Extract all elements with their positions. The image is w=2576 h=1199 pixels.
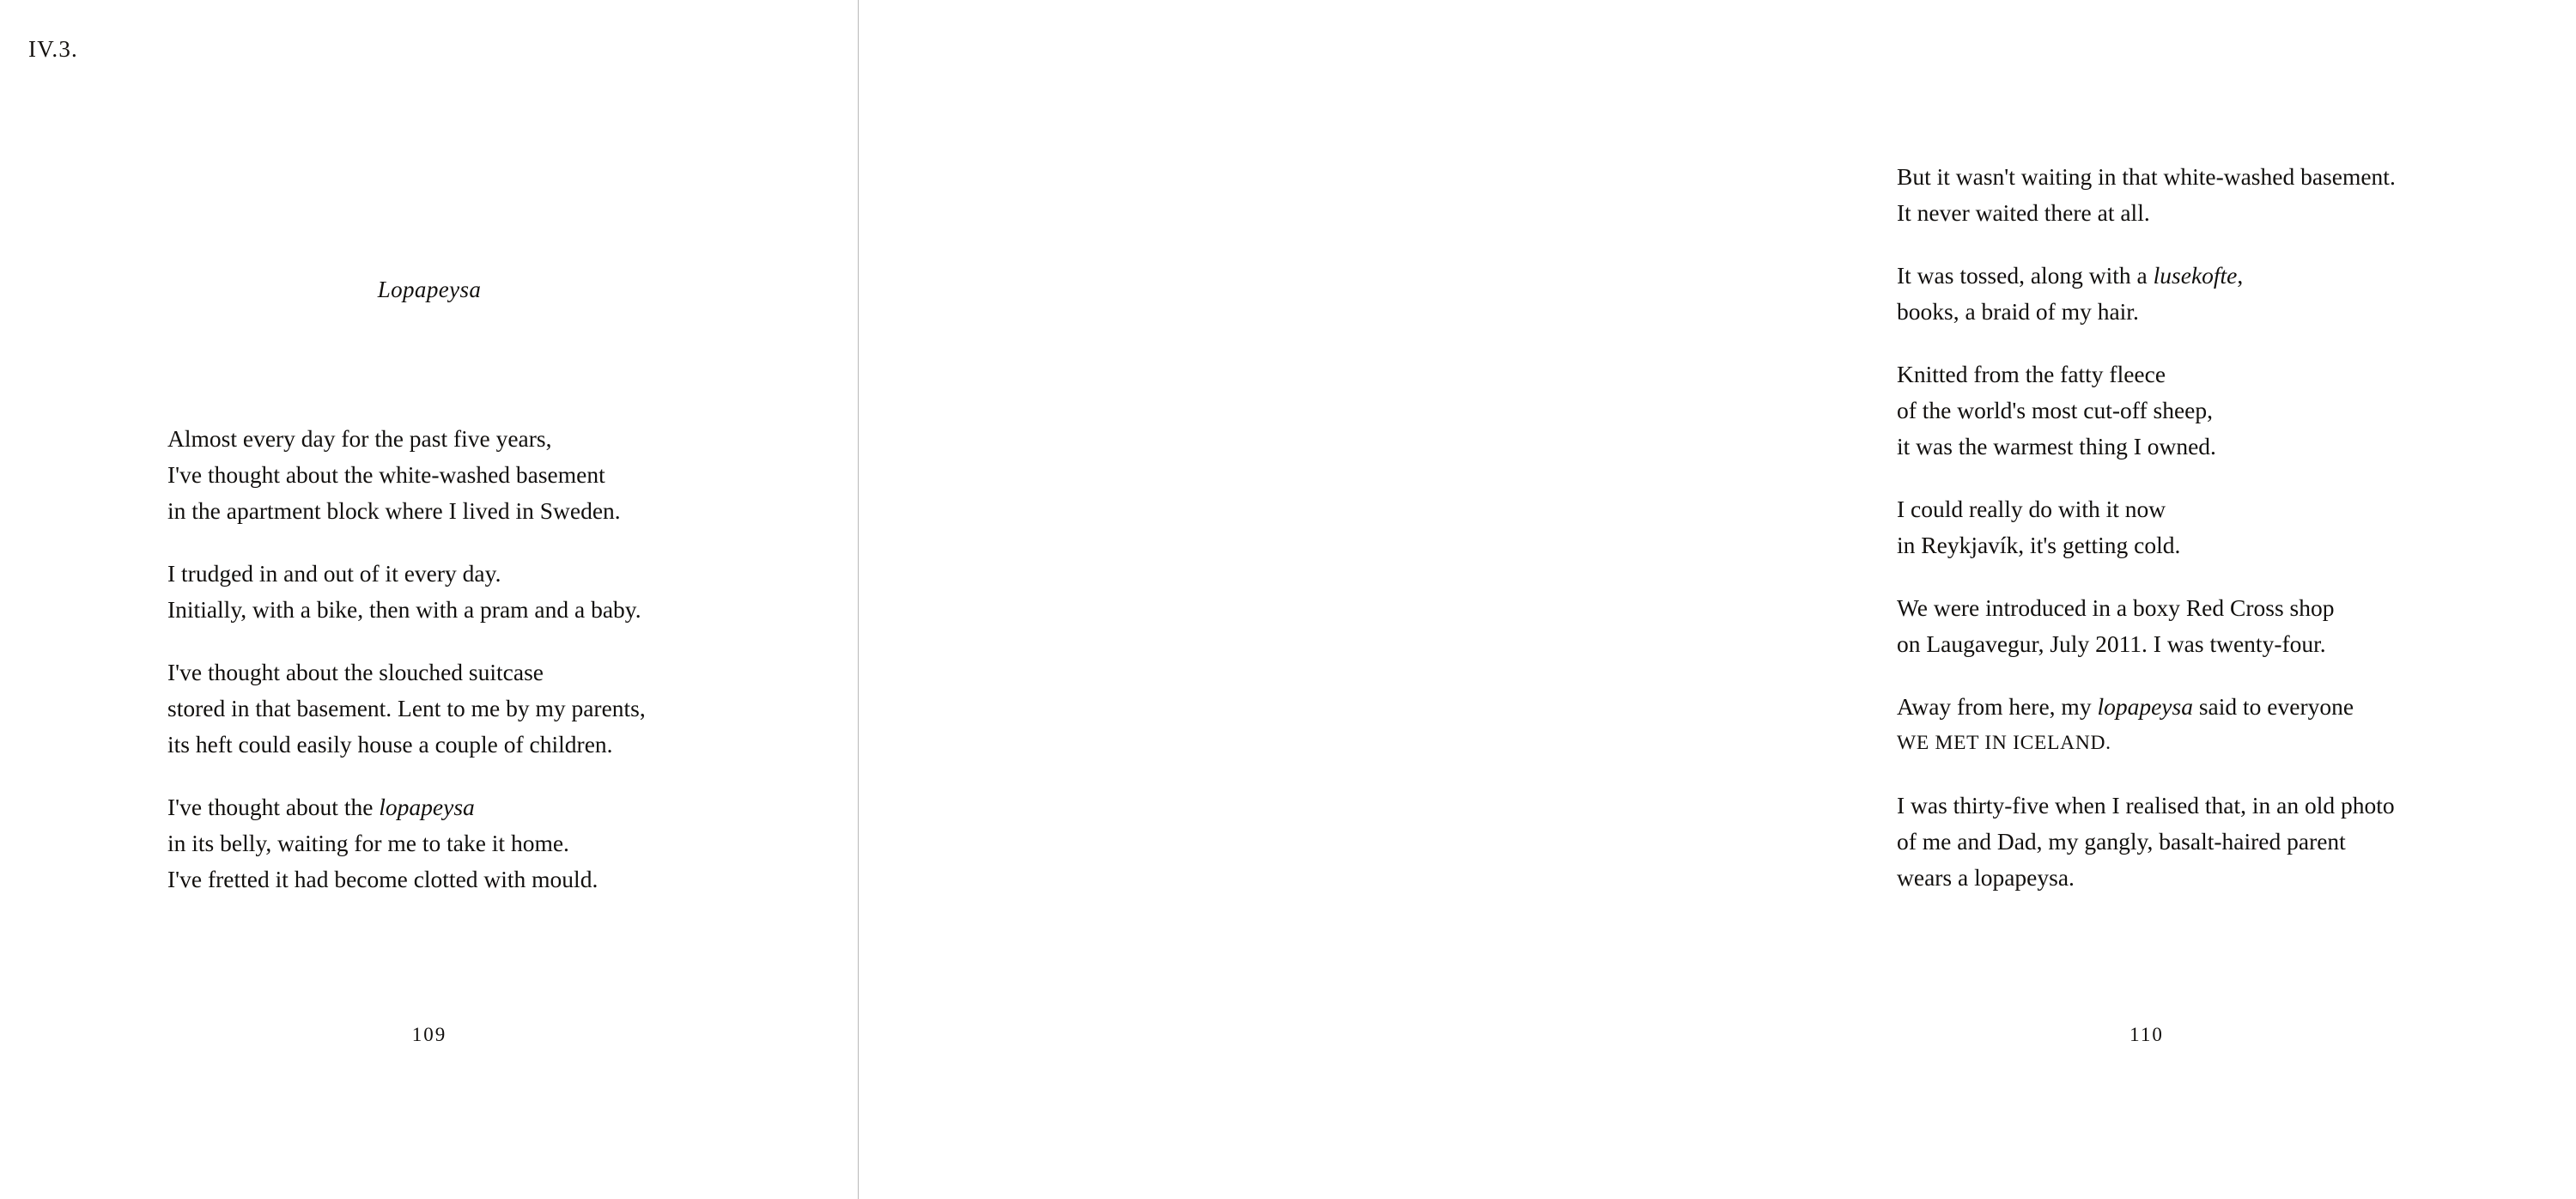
poem-body-left	[167, 421, 786, 924]
stanza	[1897, 590, 2532, 662]
stanza	[167, 421, 786, 529]
poem-line: Almost every day for the past five years,	[167, 425, 552, 452]
stanza	[167, 654, 786, 763]
poem-line: I've thought about the slouched suitcase	[167, 659, 544, 685]
poem-line: Knitted from the fatty fleece	[1897, 361, 2166, 387]
poem-line: in its belly, waiting for me to take it home.	[167, 830, 569, 856]
poem-line: I was thirty-five when I realised that, in an old photo	[1897, 792, 2395, 819]
page-number-right: 110	[2129, 1024, 2164, 1045]
poem-line	[1897, 689, 2532, 725]
poem-line: I've thought about the white-washed basement	[167, 461, 605, 488]
poem-line: I trudged in and out of it every day.	[167, 560, 501, 587]
poem-line: in the apartment block where I lived in Sweden.	[167, 497, 621, 524]
poem-line: But it wasn't waiting in that white-washed basement.	[1897, 163, 2396, 190]
poem-line-text: Away from here, my lopapeysa said to everyone	[1897, 693, 2354, 720]
poem-line: Initially, with a bike, then with a pram and a baby.	[167, 596, 641, 623]
poem-line: its heft could easily house a couple of children.	[167, 731, 613, 758]
section-marker: IV.3.	[28, 36, 79, 62]
page-left	[0, 0, 859, 1199]
poem-line: of the world's most cut-off sheep,	[1897, 397, 2213, 423]
stanza	[1897, 258, 2532, 330]
poem-line-smallcaps: WE MET IN ICELAND.	[1897, 732, 2111, 754]
poem-line: We were introduced in a boxy Red Cross shop	[1897, 594, 2335, 621]
spread-gutter-rule	[858, 0, 859, 1199]
stanza	[1897, 491, 2532, 563]
stanza	[1897, 159, 2532, 231]
stanza	[167, 789, 786, 898]
stanza	[1897, 356, 2532, 465]
poem-line: of me and Dad, my gangly, basalt-haired parent	[1897, 828, 2346, 855]
page-right	[859, 0, 2396, 1199]
stanza	[1897, 788, 2532, 896]
poem-line	[1897, 258, 2532, 294]
poem-line: I've fretted it had become clotted with mould.	[167, 866, 598, 892]
poem-line-text: It was tossed, along with a lusekofte,	[1897, 262, 2244, 289]
poem-line: I could really do with it now	[1897, 496, 2166, 522]
poem-line: on Laugavegur, July 2011. I was twenty-four.	[1897, 630, 2326, 657]
poem-line: wears a lopapeysa.	[1897, 864, 2075, 891]
poem-line: books, a braid of my hair.	[1897, 298, 2139, 325]
poem-line	[167, 789, 786, 825]
poem-body-right	[1897, 159, 2532, 922]
poem-line: in Reykjavík, it's getting cold.	[1897, 532, 2181, 558]
poem-line: It never waited there at all.	[1897, 199, 2150, 226]
page-title: Lopapeysa	[377, 277, 482, 302]
page-number-left: 109	[411, 1024, 447, 1045]
poem-line: stored in that basement. Lent to me by my parents,	[167, 695, 646, 721]
poem-line: it was the warmest thing I owned.	[1897, 433, 2216, 460]
poem-line-text: I've thought about the lopapeysa	[167, 794, 475, 820]
stanza	[167, 556, 786, 628]
stanza	[1897, 689, 2532, 761]
